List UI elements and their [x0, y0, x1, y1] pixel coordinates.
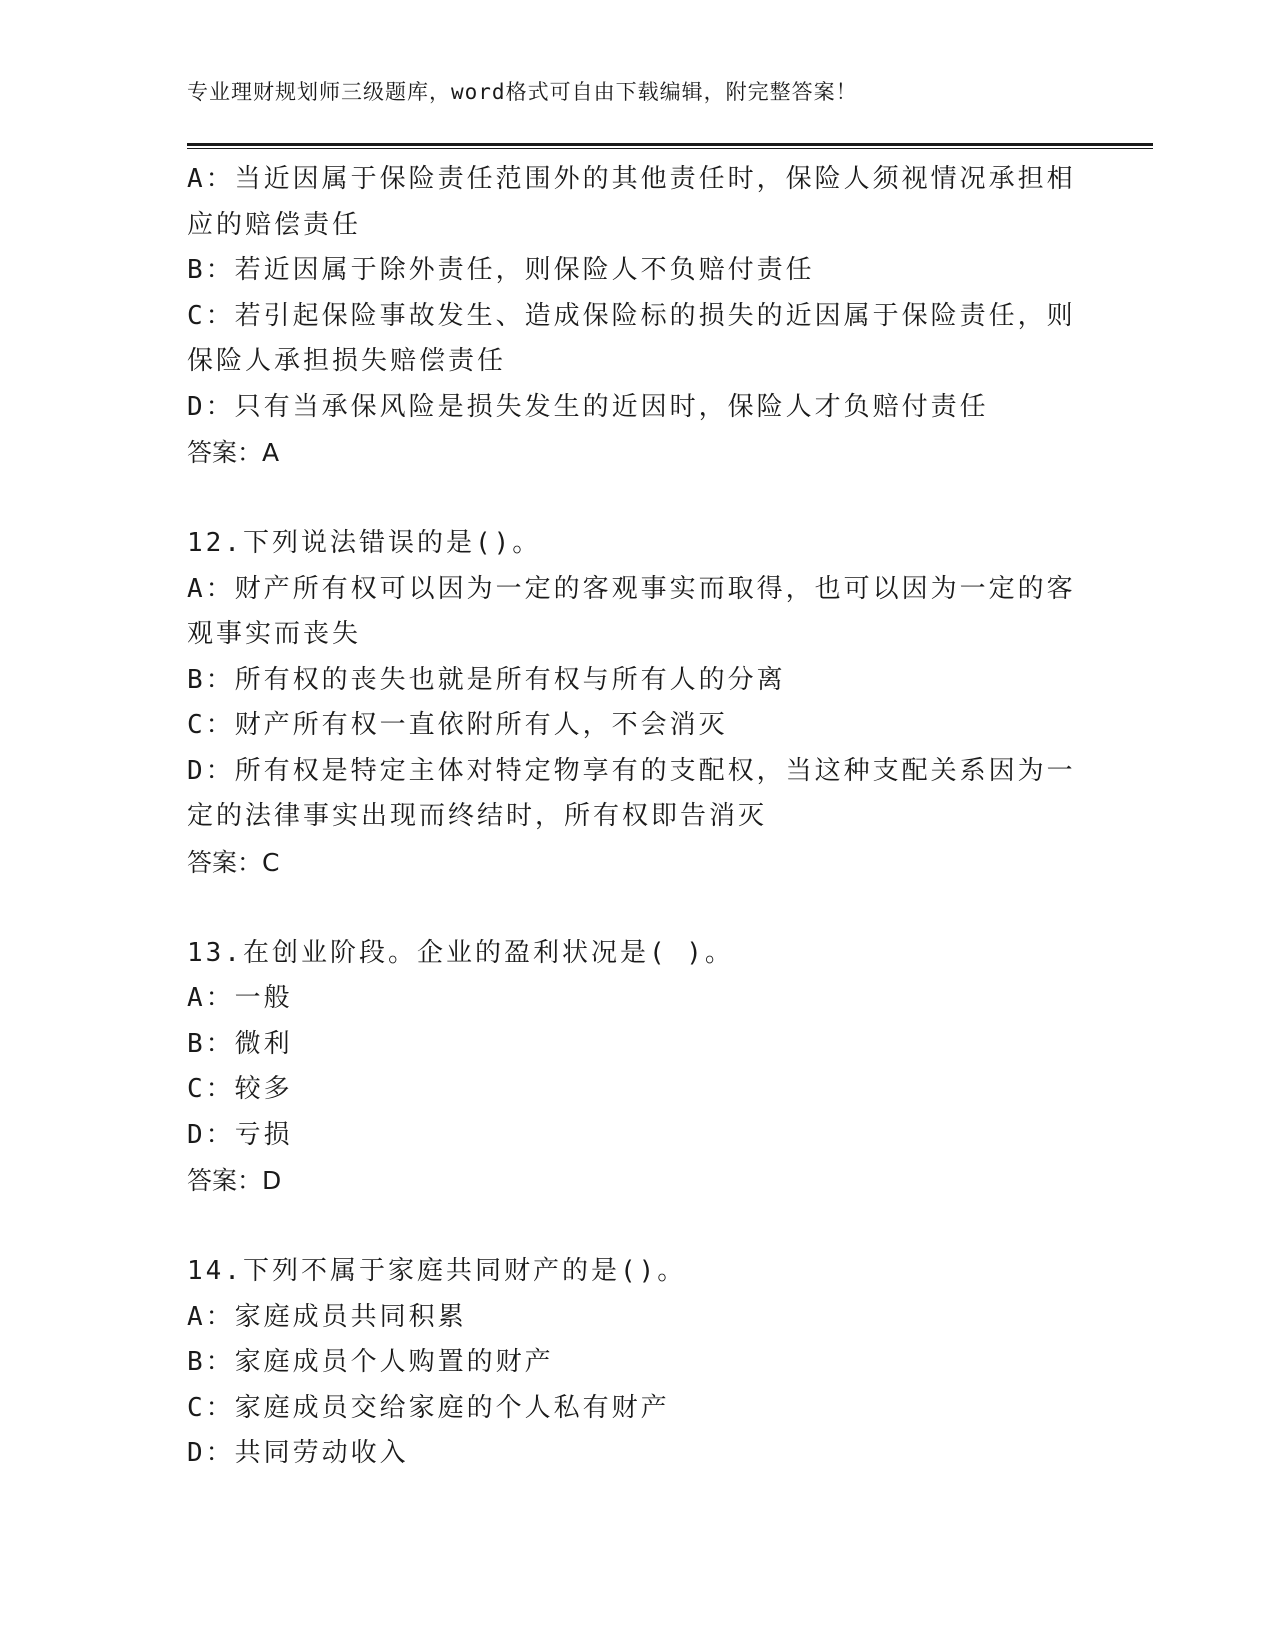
question-11-options [187, 157, 1087, 476]
option-b: B：微利 [187, 1028, 293, 1059]
option-c: C：财产所有权一直依附所有人，不会消灭 [187, 710, 728, 740]
question-13 [187, 931, 1087, 1204]
option-d-line-1: D：所有权是特定主体对特定物享有的支配权，当这种支配关系因为一 [187, 755, 1076, 786]
document-body [187, 157, 1087, 1477]
option-a-line-1: A：财产所有权可以因为一定的客观事实而取得，也可以因为一定的客 [187, 573, 1076, 604]
option-d: D：亏损 [187, 1119, 293, 1150]
option-a: A：一般 [187, 983, 293, 1013]
option-d: D：只有当承保风险是损失发生的近因时，保险人才负赔付责任 [187, 391, 989, 422]
question-14 [187, 1249, 1087, 1477]
option-d-line-2: 定的法律事实出现而终结时，所有权即告消灭 [187, 801, 768, 831]
header-double-rule [187, 143, 1153, 149]
option-b: B：若近因属于除外责任，则保险人不负赔付责任 [187, 255, 815, 285]
spacer [187, 476, 1087, 522]
option-a-line-1: A：当近因属于保险责任范围外的其他责任时，保险人须视情况承担相 [187, 164, 1076, 194]
option-a-line-2: 应的赔偿责任 [187, 209, 362, 240]
option-c: C：较多 [187, 1074, 293, 1104]
question-text: 13.在创业阶段。企业的盈利状况是( )。 [187, 937, 734, 968]
question-12 [187, 521, 1087, 885]
answer: 答案：D [187, 1166, 282, 1195]
option-a: A：家庭成员共同积累 [187, 1301, 467, 1332]
option-c-line-1: C：若引起保险事故发生、造成保险标的损失的近因属于保险责任，则 [187, 300, 1076, 331]
option-b: B：所有权的丧失也就是所有权与所有人的分离 [187, 664, 786, 695]
page-header: 专业理财规划师三级题库，word格式可自由下载编辑，附完整答案！ [187, 80, 858, 104]
spacer [187, 885, 1087, 931]
option-b: B：家庭成员个人购置的财产 [187, 1347, 554, 1377]
option-d: D：共同劳动收入 [187, 1438, 409, 1468]
option-a-line-2: 观事实而丧失 [187, 619, 362, 649]
question-text: 12.下列说法错误的是()。 [187, 528, 542, 558]
answer: 答案：C [187, 847, 280, 877]
option-c-line-2: 保险人承担损失赔偿责任 [187, 346, 507, 376]
question-text: 14.下列不属于家庭共同财产的是()。 [187, 1256, 687, 1286]
answer: 答案：A [187, 438, 280, 467]
option-c: C：家庭成员交给家庭的个人私有财产 [187, 1392, 670, 1423]
spacer [187, 1204, 1087, 1250]
